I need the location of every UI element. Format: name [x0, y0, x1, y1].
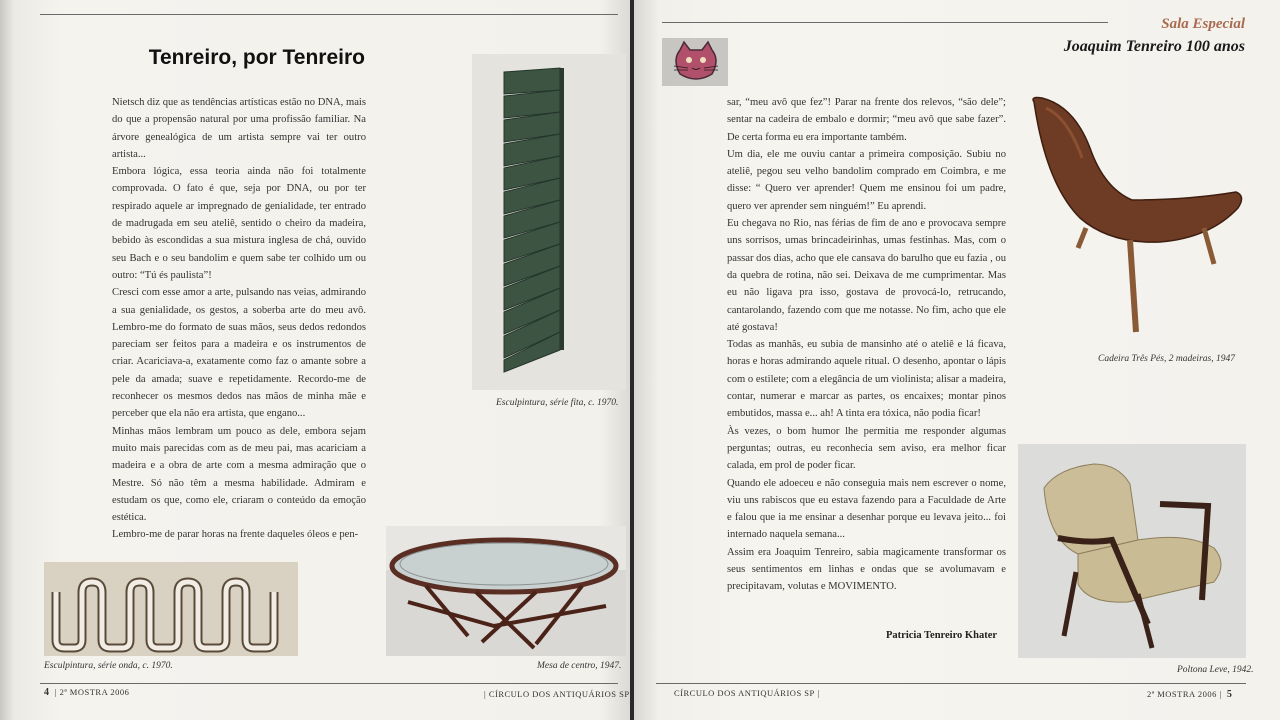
page-number: 5	[1226, 689, 1233, 700]
footer-circulo-text: CÍRCULO DOS ANTIQUÁRIOS SP	[488, 689, 630, 699]
caption-mesa: Mesa de centro, 1947.	[537, 661, 622, 671]
sculpture-fita-photo	[472, 54, 626, 390]
left-page	[0, 0, 630, 720]
left-text-column	[112, 94, 366, 544]
page-number: 4	[44, 687, 50, 698]
sculpture-onda-photo	[44, 562, 298, 656]
paragraph: Lembro-me de parar horas na frente daqueles óleos e pen-	[112, 529, 359, 541]
caption-onda: Esculpintura, série onda, c. 1970.	[44, 661, 173, 671]
coffee-table-photo	[386, 526, 626, 656]
paragraph: Cresci com esse amor a arte, pulsando nas veias, admirando a sua genialidade, os gestos, a soberba arte do meu avô. Lembro-me do formato de suas mãos, seus dedos redondos pareciam ser feitos para a madeira e os instrumentos de criar. Acariciava-a, exatamente como faz o amante sobre a pele da amada; suave e repetidamente. Recordo-me de reconhecer os mesmos dedos nas mãos de minha mãe e perceber que ela não era artista, que engano...	[112, 287, 366, 420]
footer-circulo: CÍRCULO DOS ANTIQUÁRIOS SP |	[674, 688, 820, 698]
right-text-column	[727, 94, 1006, 596]
footer-mostra: 2ª MOSTRA	[59, 687, 108, 697]
caption-poltrona: Poltona Leve, 1942.	[1177, 665, 1254, 675]
paragraph: Todas as manhãs, eu subia de mansinho até o ateliê e lá ficava, horas e horas admirando aquele ritual. O desenho, apontar o lápis com o estilete; com a elegância de um violinista; alisar a madeira, contar, numerar e marcar as partes, os encaixes; montar pinos embutidos, massa e... ah! A tinta era tóxica, não podia ficar!	[727, 339, 1006, 420]
top-rule	[662, 22, 1108, 23]
section-subtitle: Joaquim Tenreiro 100 anos	[1063, 38, 1245, 55]
caption-cadeira: Cadeira Três Pés, 2 madeiras, 1947	[1098, 354, 1235, 364]
bottom-rule	[656, 683, 1246, 684]
bottom-rule	[40, 683, 618, 684]
paragraph: Quando ele adoeceu e não conseguia mais nem escrever o nome, viu uns rabiscos que eu estava fazendo para a Faculdade de Arte e falou que ia me ensinar a desenhar porque eu levava jeito... foi internado naquela semana...	[727, 477, 1006, 541]
paragraph: sar, “meu avô que fez”! Parar na frente dos relevos, “são dele”; sentar na cadeira de embalo e dormir; “meu avô que sabe fazer”. De certa forma eu era importante também.	[727, 97, 1006, 143]
paragraph: Nietsch diz que as tendências artísticas estão no DNA, mais do que a propensão natural por uma profissão familiar. Na árvore genealógica de um artista sempre vai ter outro artista...	[112, 97, 366, 160]
armchair-photo	[1018, 444, 1246, 658]
footer-mostra: 2ª MOSTRA	[1147, 689, 1196, 699]
footer-year: 2006	[1197, 689, 1217, 699]
paragraph: Assim era Joaquim Tenreiro, sabia magicamente transformar os seus sentimentos em linhas e ondas que se avolumavam e precipitavam, volutas e MOVIMENTO.	[727, 546, 1006, 593]
three-legged-chair-photo	[1020, 88, 1246, 344]
footer-circulo-text: CÍRCULO DOS ANTIQUÁRIOS SP	[674, 688, 815, 698]
paragraph: Embora lógica, essa teoria ainda não foi totalmente comprovada. O fato é que, seja por DNA, ou por ter respirado aquele ar impregnado de genialidade, ter entrado de madrugada em seu ateliê, sentido o cheiro da madeira, bebido às escondidas a sua mistura inglesa de chá, ouvido seu Bach e o seu bandolim e quem sabe ter colhido um ou outro: “Tú és paulista”!	[112, 166, 366, 281]
article-title: Tenreiro, por Tenreiro	[148, 46, 365, 69]
top-rule	[40, 14, 618, 15]
footer-circulo: | CÍRCULO DOS ANTIQUÁRIOS SP	[484, 689, 630, 699]
footer-left: 4 | 2ª MOSTRA 2006	[44, 687, 130, 698]
footer-year: 2006	[110, 687, 130, 697]
section-title: Sala Especial	[1161, 16, 1245, 32]
paragraph: Eu chegava no Rio, nas férias de fim de ano e provocava sempre uns sorrisos, umas brincadeirinhas, umas festinhas. Mas, com o passar dos dias, acho que ele cansava do barulho que eu fazia , ou da quebra de rotina, não sei. Deixava de me cumprimentar. Mas eu não ligava pra isso, gostava de provocá-lo, retrucando, cantarolando, fazendo com que me notasse. No fim, acho que ele até gostava!	[727, 218, 1006, 333]
paragraph: Um dia, ele me ouviu cantar a primeira composição. Subiu no ateliê, pegou seu velho bandolim comprado em Coimbra, e me disse: “ Quero ver aprender! Quem me ensinou foi um padre, quero ver aprender sem ninguém!” Eu aprendi.	[727, 148, 1006, 212]
author-name: Patricia Tenreiro Khater	[886, 630, 998, 641]
cat-illustration	[662, 38, 728, 86]
right-page	[634, 0, 1280, 720]
caption-fita: Esculpintura, série fita, c. 1970.	[496, 398, 619, 408]
paragraph: Minhas mãos lembram um pouco as dele, embora sejam muito mais parecidas com as de meu pai, mas acariciam a madeira e a obra de arte com a mesma admiração que o Mestre. Só não têm a mesma habilidade. Admiram e estudam os que, como ele, criaram o conteúdo da emoção estética.	[112, 425, 366, 524]
footer-right: 2ª MOSTRA 2006 | 5	[1147, 689, 1233, 700]
paragraph: Às vezes, o bom humor lhe permitia me responder algumas perguntas; outras, eu reconhecia sem aviso, era melhor ficar calada, em prol de poder ficar.	[727, 425, 1006, 472]
